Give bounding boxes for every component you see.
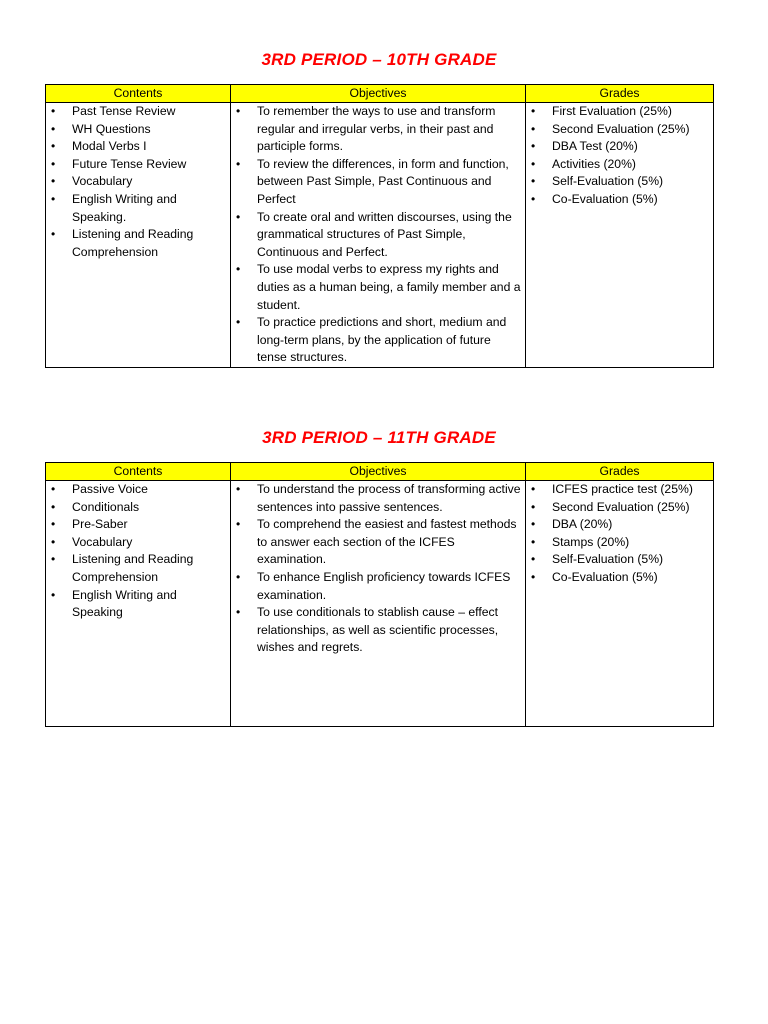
- list-item: • Future Tense Review: [46, 156, 226, 174]
- section-11th-grade: [45, 428, 713, 727]
- contents-list: [46, 103, 230, 261]
- grades-list: [526, 103, 713, 209]
- objectives-header: Objectives: [231, 463, 526, 481]
- list-item: • Listening and Reading Comprehension: [46, 551, 226, 586]
- list-item: • Stamps (20%): [526, 534, 709, 552]
- plan-table: [45, 462, 714, 727]
- list-item: • To remember the ways to use and transform regular and irregular verbs, in their past and participle forms.: [231, 103, 521, 156]
- list-item: • Second Evaluation (25%): [526, 121, 709, 139]
- section-title: 3RD PERIOD – 11TH GRADE: [262, 428, 496, 447]
- list-item: • To comprehend the easiest and fastest methods to answer each section of the ICFES examination.: [231, 516, 521, 569]
- objectives-header: Objectives: [231, 85, 526, 103]
- contents-header: Contents: [46, 85, 231, 103]
- list-item: • Second Evaluation (25%): [526, 499, 709, 517]
- contents-header: Contents: [46, 463, 231, 481]
- list-item: • To enhance English proficiency towards ICFES examination.: [231, 569, 521, 604]
- list-item: • Vocabulary: [46, 534, 226, 552]
- body-row: [46, 481, 714, 727]
- list-item: • To review the differences, in form and function, between Past Simple, Past Continuous and Perfect: [231, 156, 521, 209]
- list-item: • Activities (20%): [526, 156, 709, 174]
- list-item: • ICFES practice test (25%): [526, 481, 709, 499]
- list-item: • Co-Evaluation (5%): [526, 191, 709, 209]
- grades-cell: [526, 481, 714, 727]
- grades-cell: [526, 103, 714, 368]
- section-title: 3RD PERIOD – 10TH GRADE: [261, 50, 497, 69]
- list-item: • Self-Evaluation (5%): [526, 551, 709, 569]
- list-item: • DBA (20%): [526, 516, 709, 534]
- list-item: • Vocabulary: [46, 173, 226, 191]
- list-item: • Pre-Saber: [46, 516, 226, 534]
- objectives-list: [231, 481, 525, 657]
- body-row: [46, 103, 714, 368]
- list-item: • To create oral and written discourses, using the grammatical structures of Past Simple, Continuous and Perfect.: [231, 209, 521, 262]
- list-item: • To understand the process of transforming active sentences into passive sentences.: [231, 481, 521, 516]
- list-item: • To use conditionals to stablish cause – effect relationships, as well as scientific processes, wishes and regrets.: [231, 604, 521, 657]
- list-item: • To practice predictions and short, medium and long-term plans, by the application of future tense structures.: [231, 314, 521, 367]
- section-10th-grade: [45, 50, 713, 368]
- list-item: • DBA Test (20%): [526, 138, 709, 156]
- list-item: • Self-Evaluation (5%): [526, 173, 709, 191]
- contents-cell: [46, 481, 231, 727]
- list-item: • English Writing and Speaking: [46, 587, 226, 622]
- list-item: • English Writing and Speaking.: [46, 191, 226, 226]
- plan-table: [45, 84, 714, 368]
- list-item: • First Evaluation (25%): [526, 103, 709, 121]
- grades-header: Grades: [526, 85, 714, 103]
- objectives-list: [231, 103, 525, 367]
- grades-header: Grades: [526, 463, 714, 481]
- grades-list: [526, 481, 713, 587]
- list-item: • Passive Voice: [46, 481, 226, 499]
- contents-cell: [46, 103, 231, 368]
- list-item: • Past Tense Review: [46, 103, 226, 121]
- list-item: • Conditionals: [46, 499, 226, 517]
- contents-list: [46, 481, 230, 622]
- list-item: • Co-Evaluation (5%): [526, 569, 709, 587]
- header-row: [46, 463, 714, 481]
- list-item: • To use modal verbs to express my rights and duties as a human being, a family member and a student.: [231, 261, 521, 314]
- list-item: • WH Questions: [46, 121, 226, 139]
- list-item: • Modal Verbs I: [46, 138, 226, 156]
- objectives-cell: [231, 103, 526, 368]
- objectives-cell: [231, 481, 526, 727]
- list-item: • Listening and Reading Comprehension: [46, 226, 226, 261]
- header-row: [46, 85, 714, 103]
